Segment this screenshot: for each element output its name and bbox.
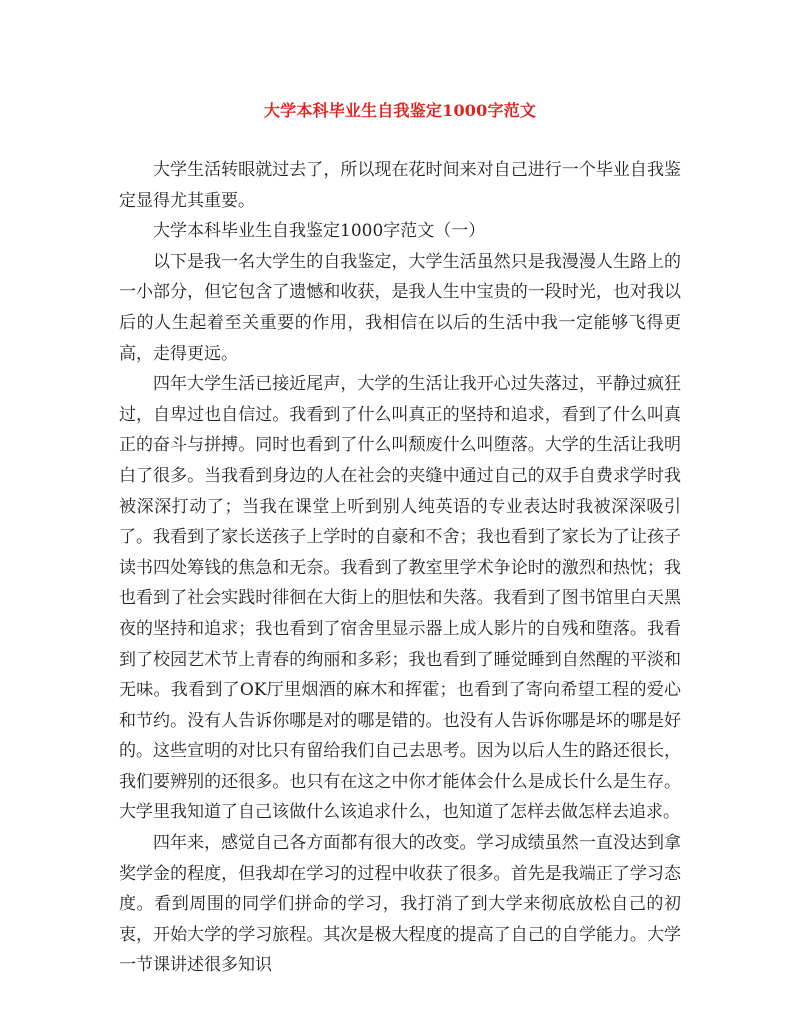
document-title: 大学本科毕业生自我鉴定1000字范文	[263, 101, 537, 120]
paragraph-self-assessment: 以下是我一名大学生的自我鉴定，大学生活虽然只是我漫漫人生路上的一小部分，但它包含了遗憾和收获，是我人生中宝贵的一段时光，也对我以后的人生起着至关重要的作用，我相信在以后的生活中我一定能够飞得更高，走得更远。	[119, 251, 681, 364]
paragraph-intro: 大学生活转眼就过去了，所以现在花时间来对自己进行一个毕业自我鉴定显得尤其重要。	[119, 160, 681, 211]
paragraph-section-heading: 大学本科毕业生自我鉴定1000字范文（一）	[153, 221, 486, 242]
paragraph-four-years-change: 四年来，感觉自己各方面都有很大的改变。学习成绩虽然一直没达到拿奖学金的程度，但我却在学习的过程中收获了很多。首先是我端正了学习态度。看到周围的同学们拼命的学习，我打消了到大学来彻底放松自己的初衷，开始大学的学习旅程。其次是极大程度的提高了自己的自学能力。大学一节课讲述很多知识	[119, 833, 681, 976]
document-body	[119, 155, 681, 981]
paragraph-four-years-life: 四年大学生活已接近尾声，大学的生活让我开心过失落过，平静过疯狂过，自卑过也自信过。我看到了什么叫真正的坚持和追求，看到了什么叫真正的奋斗与拼搏。同时也看到了什么叫颓废什么叫堕落。大学的生活让我明白了很多。当我看到身边的人在社会的夹缝中通过自己的双手自费求学时我被深深打动了；当我在课堂上听到别人纯英语的专业表达时我被深深吸引了。我看到了家长送孩子上学时的自豪和不舍；我也看到了家长为了让孩子读书四处筹钱的焦急和无奈。我看到了教室里学术争论时的激烈和热忱；我也看到了社会实践时徘徊在大街上的胆怯和失落。我看到了图书馆里白天黑夜的坚持和追求；我也看到了宿舍里显示器上成人影片的自残和堕落。我看到了校园艺术节上青春的绚丽和多彩；我也看到了睡觉睡到自然醒的平淡和无味。我看到了OK厅里烟酒的麻木和挥霍；也看到了寄向希望工程的爱心和节约。没有人告诉你哪是对的哪是错的。也没有人告诉你哪是坏的哪是好的。这些宣明的对比只有留给我们自己去思考。因为以后人生的路还很长，我们要辨别的还很多。也只有在这之中你才能体会什么是成长什么是生存。大学里我知道了自己该做什么该追求什么，也知道了怎样去做怎样去追求。	[119, 374, 681, 823]
